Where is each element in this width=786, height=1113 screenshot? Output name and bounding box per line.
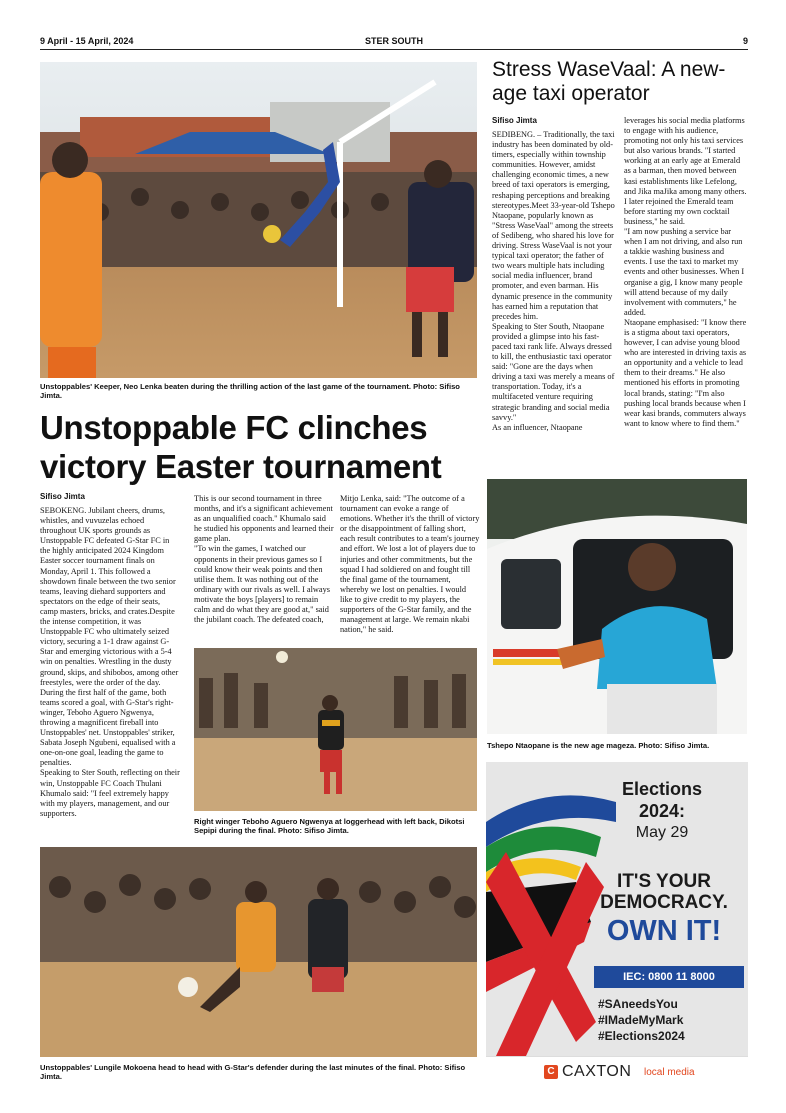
final-minutes-photo <box>40 847 477 1057</box>
final-minutes-photo-image <box>40 847 477 1057</box>
main-story-column-2 <box>194 494 334 644</box>
ad-slogan-line-1: IT'S YOUR <box>617 871 711 892</box>
main-col1-para-3: Speaking to Ster South, reflecting on their win, Unstoppable FC Coach Thulani Khumalo said: "I feel extremely happy with my players, management, and our supporters. <box>40 768 180 818</box>
main-byline: Sifiso Jimta <box>40 492 85 501</box>
ad-slogan-line-2: DEMOCRACY. <box>600 892 728 913</box>
ad-hashtag: #IMadeMyMark <box>598 1013 684 1027</box>
ad-elections-title <box>592 778 732 844</box>
side-col2-para-2: "I am now pushing a service bar when I am not driving, and also run a takkie washing business and events. I use the taxi to market my events and other businesses. When I organise a gig, I know many people will attend because of my daily involvement with commuters," he added. <box>624 227 745 317</box>
side-col1-para-3: As an influencer, Ntaopane <box>492 422 583 432</box>
main-col1-para-2: During the first half of the game, both teams scored a goal, with G-Star's right-winger, Teboho Aguero Ngwenya, throwing a magnificent fireball into Unstoppables' net. Unstoppables' striker, Sabata Joseph Ngubeni, equalised with a one-on-one goal, leading the game to penalties. <box>40 687 176 768</box>
goalkeeper-photo <box>40 62 477 378</box>
ad-title-line-1: Elections <box>621 779 703 799</box>
taxi-operator-photo-image <box>487 479 747 734</box>
ad-caxton-footer <box>486 1056 748 1086</box>
side-story-column-1 <box>492 130 616 474</box>
main-col2-para-2: "To win the games, I watched our opponents in their previous games so I could know their weak points and then utilise them. It was nothing out of the ordinary with our rivals as well. I always motivate the boys [players] to remain calm and do what they are good at," said the jubilant coach. The defeated coach, <box>194 544 330 625</box>
winger-photo-caption: Right winger Teboho Aguero Ngwenya at loggerhead with left back, Dikotsi Sepipi during the final. Photo: Sifiso Jimta. <box>194 817 465 836</box>
ad-title-line-3: May 29 <box>635 824 689 841</box>
ad-title-line-2: 2024: <box>638 801 686 821</box>
main-story-column-3 <box>340 494 480 644</box>
elections-advertisement <box>486 762 748 1086</box>
ad-hashtag: #Elections2024 <box>598 1029 685 1043</box>
taxi-operator-photo <box>487 479 747 734</box>
winger-photo-image <box>194 648 477 811</box>
main-col3-para-1: Mitjo Lenka, said: "The outcome of a tournament can evoke a range of emotions. Whether it's the thrill of victory or the disappointment of falling short, each result contributes to a team's journey and effort. We lost a lot of players due to injuries and other commitments, but the squad I had soldiered on and fought till the final game of the tournament, whereby we lost on penalties. I would like to give credit to my players, the supporters of the G-Star family, and the management at large. We remain nkabi nation," he said. <box>340 494 480 635</box>
side-byline: Sifiso Jimta <box>492 116 537 125</box>
goalkeeper-photo-caption: Unstoppables' Keeper, Neo Lenka beaten during the thrilling action of the last game of the tournament. Photo: Sifiso Jimta. <box>40 382 460 401</box>
side-col1-para-1: SEDIBENG. – Traditionally, the taxi industry has been dominated by old-timers, especially within township communities. However, amidst challenging economic times, a new breed of taxi operators is emerging, reshaping perceptions and breaking stereotypes.Meet 33-year-old Tshepo Ntaopane, popularly known as "Stress WaseVaal" among the streets of Sedibeng, who shared his love for driving. Stress WaseVaal is not your typical taxi operator; the father of two wears multiple hats including social media influencer, brand promoter, and even barman. His dynamic presence in the community has earned him a reputation that precedes him. <box>492 130 615 321</box>
publication-name: STER SOUTH <box>364 36 423 46</box>
goalkeeper-photo-image <box>40 62 477 378</box>
page-number: 9 <box>742 36 748 46</box>
main-headline: Unstoppable FC clinches victory Easter tournament <box>40 409 442 485</box>
issue-date: 9 April - 15 April, 2024 <box>40 36 134 46</box>
ad-iec-hotline: IEC: 0800 11 8000 <box>594 966 744 988</box>
side-col1-para-2: Speaking to Ster South, Ntaopane provided a glimpse into his fast-paced taxi rank life. Always dressed to kill, the enthusiastic taxi operator said: "Gone are the days when driving a taxi was merely a means of transportation. Today, it's a multifaceted venture requiring strategic branding and social media savvy." <box>492 321 615 422</box>
side-story-column-2 <box>624 116 748 474</box>
folio <box>40 36 748 48</box>
ad-slogan <box>584 872 744 948</box>
ad-hashtags <box>598 996 744 1044</box>
folio-rule <box>40 49 748 50</box>
main-col1-para-1: SEBOKENG. Jubilant cheers, drums, whistles, and vuvuzelas echoed throughout UK sports grounds as Unstoppable FC defeated G-Star FC in the highly anticipated 2024 Kingdom Easter soccer tournament finals on Monday, April 1. This followed a showdown finale between the two senior teams, leaving diehard supporters and spectators on the edge of their seats, camp masters, bricks, and crates.Despite the intense competition, it was Unstoppable FC who ultimately seized victory, securing a 1-1 draw against G-Star and emerging victorious with a 5-4 win on penalties. Wrestling in the dusty ground, skips, and shibobos, among other freestyles, were the order of the day. <box>40 506 179 687</box>
caxton-brand-sub: local media <box>644 1067 695 1078</box>
side-col2-para-1: leverages his social media platforms to engage with his audience, promoting not only his taxi services but also various brands. "I started working at an early age at Emerald as a barman, then moved between kasi establishments like Lefelong, and Jika maJika among many others. I later rejoined the Emerald team before starting my own cocktail business," he said. <box>624 116 747 226</box>
side-col2-para-3: Ntaopane emphasised: "I know there is a stigma about taxi operators, however, I can advise young blood who are interested in driving taxis as an opportunity and a vehicle to lead them to their dreams." He also mentioned his efforts in promoting local brands, stating: "I'm also pushing local brands because when I wear kasi brands, commuters always want to know where to find them." <box>624 317 747 428</box>
ad-slogan-line-3: OWN IT! <box>606 915 722 947</box>
caxton-logo-icon: C <box>544 1065 558 1079</box>
final-minutes-photo-caption: Unstoppables' Lungile Mokoena head to head with G-Star's defender during the last minutes of the final. Photo: Sifiso Jimta. <box>40 1063 466 1082</box>
caxton-brand: CAXTON <box>562 1063 632 1080</box>
taxi-operator-photo-caption: Tshepo Ntaopane is the new age mageza. Photo: Sifiso Jimta. <box>487 741 710 750</box>
ad-hashtag: #SAneedsYou <box>598 997 678 1011</box>
main-story-column-1 <box>40 506 180 836</box>
main-col2-para-1: This is our second tournament in three months, and it's a significant achievement as an unqualified coach." Khumalo said he studied his opponents and learned their game plan. <box>194 494 334 544</box>
winger-photo <box>194 648 477 811</box>
side-headline: Stress WaseVaal: A new-age taxi operator <box>492 58 726 105</box>
